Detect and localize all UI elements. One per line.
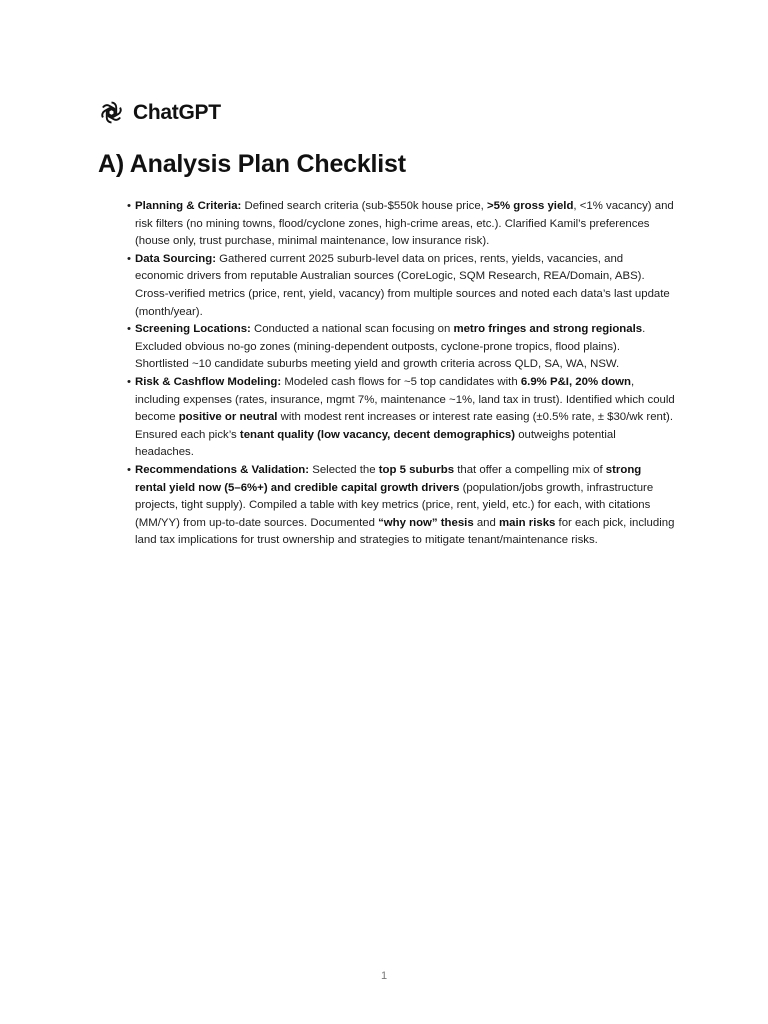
checklist [127,198,675,550]
item-text: outweighs potential headaches. [135,428,616,459]
item-emphasis: top 5 suburbs [378,463,455,476]
checklist-item-risk-cashflow [127,374,675,462]
item-emphasis: “why now” thesis [378,516,474,529]
item-text: that offer a compelling mix of [454,463,606,476]
item-text: and [473,516,500,529]
item-emphasis: positive or neutral [178,411,278,424]
item-lead: Risk & Cashflow Modeling: [135,375,282,388]
checklist-item-data-sourcing [127,251,675,321]
item-text: with modest rent increases or interest rate easing (±0.5% rate, ± $30/wk rent). Ensured each pick’s [135,411,673,441]
item-emphasis: main risks [499,516,556,529]
item-text: Gathered current 2025 suburb-level data on prices, rents, yields, vacancies, and economic drivers from reputable Australian sources (CoreLogic, SQM Research, REA/Domain, ABS). Cross-verified metrics (price, rent, yield, vacancy) from multiple sources and noted each data’s last update (month/year). [135,252,670,318]
checklist-item-planning [127,198,675,251]
item-lead: Data Sourcing: [135,252,217,265]
openai-logo-icon [98,99,125,126]
item-lead: Screening Locations: [135,323,251,336]
item-text: Selected the [309,463,379,476]
item-text: , including expenses (rates, insurance, mgmt 7%, maintenance ~1%, land tax in trust). Identified which could become [135,375,675,424]
page-title: A) Analysis Plan Checklist [98,150,406,178]
brand-name: ChatGPT [133,101,221,124]
item-text: Conducted a national scan focusing on [250,323,454,336]
checklist-item-screening [127,321,675,374]
item-emphasis: tenant quality (low vacancy, decent demographics) [239,428,516,441]
item-emphasis: >5% gross yield [486,200,574,212]
brand-header [98,99,221,126]
checklist-item-recommendations [127,462,675,550]
item-emphasis: 6.9% P&I, 20% down [520,375,631,388]
item-text: Modeled cash flows for ~5 top candidates with [281,375,521,388]
item-emphasis: metro fringes and strong regionals [453,323,643,336]
item-text: . Excluded obvious no-go zones (mining-dependent outposts, cyclone-prone tropics, flood plains). Shortlisted ~10 candidate suburbs meeting yield and growth criteria across QLD, SA, WA, NSW. [135,323,646,371]
item-lead: Recommendations & Validation: [135,463,310,476]
item-text: for each pick, including land tax implications for trust ownership and strategies to mitigate tenant/maintenance risks. [135,516,675,547]
item-emphasis: strong rental yield now (5–6%+) and credible capital growth drivers [135,463,642,494]
item-text: (population/jobs growth, infrastructure projects, tight supply). Compiled a table with key metrics (price, rent, yield, etc.) for each, with citations (MM/YY) from up-to-date sources. Documented [135,481,654,529]
item-text: Defined search criteria (sub-$550k house price, [241,200,487,212]
page-number: 1 [380,970,388,982]
item-lead: Planning & Criteria: [135,200,242,212]
item-text: , <1% vacancy) and risk filters (no mining towns, flood/cyclone zones, high-crime areas, etc.). Clarified Kamil’s preferences (house only, trust purchase, minimal maintenance, low insurance risk). [135,200,674,248]
